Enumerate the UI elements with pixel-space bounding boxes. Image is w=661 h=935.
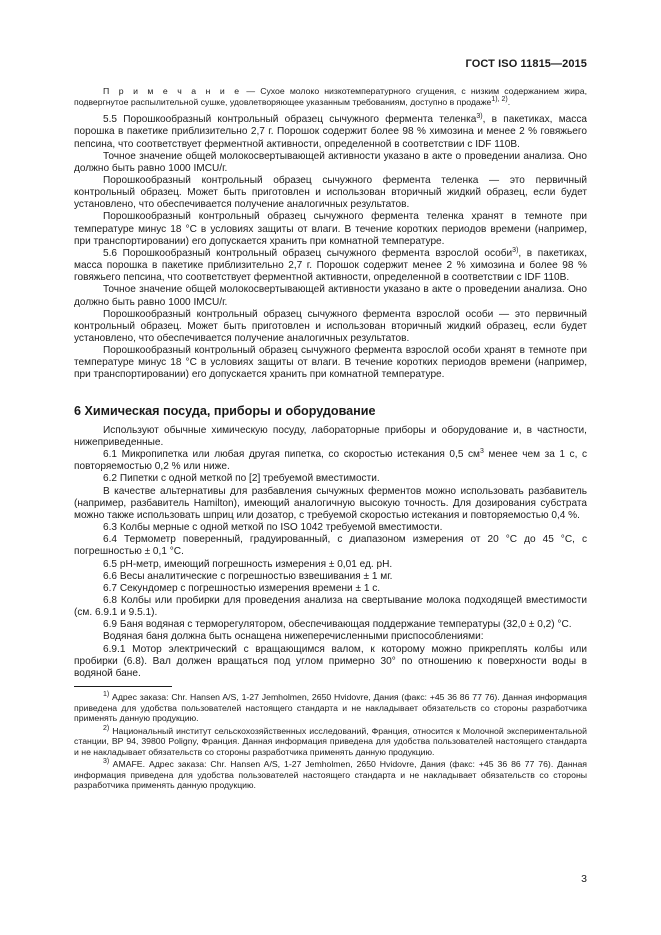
superscript: 3 bbox=[479, 448, 484, 456]
footnote bbox=[74, 759, 587, 791]
footnote-ref: 3) bbox=[476, 113, 483, 121]
footnote-mark: 1) bbox=[103, 691, 110, 699]
clause-5-5 bbox=[74, 114, 587, 150]
note-label: П р и м е ч а н и е bbox=[103, 86, 242, 96]
footnote-text: AMAFE. Адрес заказа: Chr. Hansen A/S, 1-27 Jemholmen, 2650 Hvidovre, Дания (факс: +45 36 86 77 76). Данная информация приведена для удобства пользователей настоящего стандарта и не накладывает обязательств со стороны разработчика применять данную продукцию. bbox=[74, 759, 587, 791]
section-6-heading: 6 Химическая посуда, приборы и оборудование bbox=[74, 403, 376, 418]
footnote-mark: 2) bbox=[103, 724, 110, 732]
footnote-text: Национальный институт сельскохозяйственных исследований, Франция, относится к Молочной экспериментальной станции, ВР 94, 39800 Poligny, Франция. Данная информация приведена для удобства пользователей настоящего стандарта и не накладывает обязательств со стороны разработчика применять данную продукцию. bbox=[74, 725, 587, 757]
footnote-text: Адрес заказа: Chr. Hansen A/S, 1-27 Jemholmen, 2650 Hvidovre, Дания (факс: +45 36 86 77 76). Данная информация приведена для удобства пользователей настоящего стандарта и не накладывает обязательств со стороны разработчика применять данную продукцию. bbox=[74, 692, 587, 724]
clause-6-9: 6.9 Баня водяная с терморегулятором, обеспечивающая поддержание температуры (32,0 ± 0,2) °С. bbox=[103, 619, 572, 631]
paragraph: Порошкообразный контрольный образец сычужного фермента взрослой особи — это первичный контрольный образец. Может быть приготовлен и использован вторичный жидкий образец, если будет установлено, что обеспечивается получение аналогичных результатов. bbox=[74, 308, 587, 344]
document-body bbox=[74, 86, 587, 793]
paragraph: Используют обычные химическую посуду, лабораторные приборы и оборудование и, в частности, нижеприведенные. bbox=[74, 424, 587, 448]
clause-6-4: 6.4 Термометр поверенный, градуированный, с диапазоном измерения от 20 °С до 45 °С, с погрешностью ± 0,1 °С. bbox=[74, 534, 587, 558]
footnote bbox=[74, 692, 587, 724]
clause-5-6-text-b: , в пакетиках, масса порошка в пакетике приблизительно 2,7 г. Порошок содержит менее 2 % химозина и более 98 % говяжьего пепсина, что соответствует ферментной активности, определенной в соответствии с IDF 110B. bbox=[74, 247, 587, 284]
paragraph: Точное значение общей молокосвертывающей активности указано в акте о проведении анализа. Оно должно быть равно 1000 IMCU/г. bbox=[74, 284, 587, 308]
clause-5-6 bbox=[74, 248, 587, 284]
paragraph: Порошкообразный контрольный образец сычужного фермента теленка — это первичный контрольный образец. Может быть приготовлен и использован вторичный жидкий образец, если будет установлено, что обеспечивается получение аналогичных результатов. bbox=[74, 174, 587, 211]
clause-5-5-text-a: 5.5 Порошкообразный контрольный образец сычужного фермента теленка bbox=[103, 114, 477, 126]
clause-6-3: 6.3 Колбы мерные с одной меткой по ISO 1042 требуемой вместимости. bbox=[103, 522, 443, 534]
clause-6-8: 6.8 Колбы или пробирки для проведения анализа на свертывание молока подходящей вместимости (см. 6.9.1 и 9.5.1). bbox=[74, 594, 587, 619]
clause-6-1-text-b: менее чем за 1 с, с повторяемостью 0,2 % или ниже. bbox=[74, 449, 587, 473]
clause-6-2: 6.2 Пипетки с одной меткой по [2] требуемой вместимости. bbox=[103, 473, 380, 485]
paragraph: Точное значение общей молокосвертывающей активности указано в акте о проведении анализа. Оно должно быть равно 1000 IMCU/г. bbox=[74, 150, 587, 174]
paragraph: Порошкообразный контрольный образец сычужного фермента взрослой особи хранят в темноте при температуре минус 18 °С в условиях защиты от влаги. В течение коротких периодов времени (например, при транспортировании) его допускается хранить при комнатной температуре. bbox=[74, 345, 587, 381]
paragraph: В качестве альтернативы для разбавления сычужных ферментов можно использовать разбавитель (например, разбавитель Hamilton), имеющий аналогичную высокую точность. Для дозирования субстрата можно также использовать шприц или дозатор, с требуемой скоростью истекания и повторяемостью 0,4 %. bbox=[74, 485, 587, 521]
clause-6-1-text-a: 6.1 Микропипетка или любая другая пипетка, со скоростью истекания 0,5 см bbox=[103, 449, 480, 461]
footnote-divider bbox=[74, 686, 172, 687]
note-text: — Сухое молоко низкотемпературного сгущения, с низким содержанием жира, подвергнутое распылительной сушке, удовлетворяющее указанным требованиям, доступно в продаже bbox=[74, 86, 587, 107]
clause-6-1 bbox=[74, 449, 587, 473]
footnote bbox=[74, 726, 587, 758]
page-number: 3 bbox=[581, 873, 587, 885]
paragraph: Водяная баня должна быть оснащена нижеперечисленными приспособлениями: bbox=[103, 631, 484, 643]
clause-6-6: 6.6 Весы аналитические с погрешностью взвешивания ± 1 мг. bbox=[103, 570, 393, 582]
clause-6-5: 6.5 pH-метр, имеющий погрешность измерения ± 0,01 ед. pH. bbox=[103, 558, 393, 570]
clause-5-6-text-a: 5.6 Порошкообразный контрольный образец сычужного фермента взрослой особи bbox=[103, 247, 513, 259]
footnote-ref: 3) bbox=[512, 246, 519, 254]
clause-5-5-text-b: , в пакетиках, масса порошка в пакетике приблизительно 2,7 г. Порошок содержит более 98 % химозина и менее 2 % говяжьего пепсина, что соответствует ферментной активности, определенной в соответствии с IDF 110B. bbox=[74, 114, 587, 150]
clause-6-7: 6.7 Секундомер с погрешностью измерения времени ± 1 с. bbox=[103, 582, 381, 594]
paragraph: Порошкообразный контрольный образец сычужного фермента теленка хранят в темноте при температуре минус 18 °С в условиях защиты от влаги. В течение коротких периодов времени (например, при транспортировании) его допускается хранить при комнатной температуре. bbox=[74, 211, 587, 247]
note-footnote-ref: 1), 2) bbox=[491, 95, 508, 103]
clause-6-9-1: 6.9.1 Мотор электрический с вращающимся валом, к которому можно прикреплять колбы или пробирки (6.8). Вал должен вращаться под углом примерно 30° по отношению к поверхности воды в водяной бане. bbox=[74, 643, 587, 679]
note-paragraph bbox=[74, 86, 587, 107]
note-end: . bbox=[507, 96, 511, 107]
footnote-mark: 3) bbox=[103, 758, 110, 766]
document-header: ГОСТ ISO 11815—2015 bbox=[465, 58, 587, 70]
